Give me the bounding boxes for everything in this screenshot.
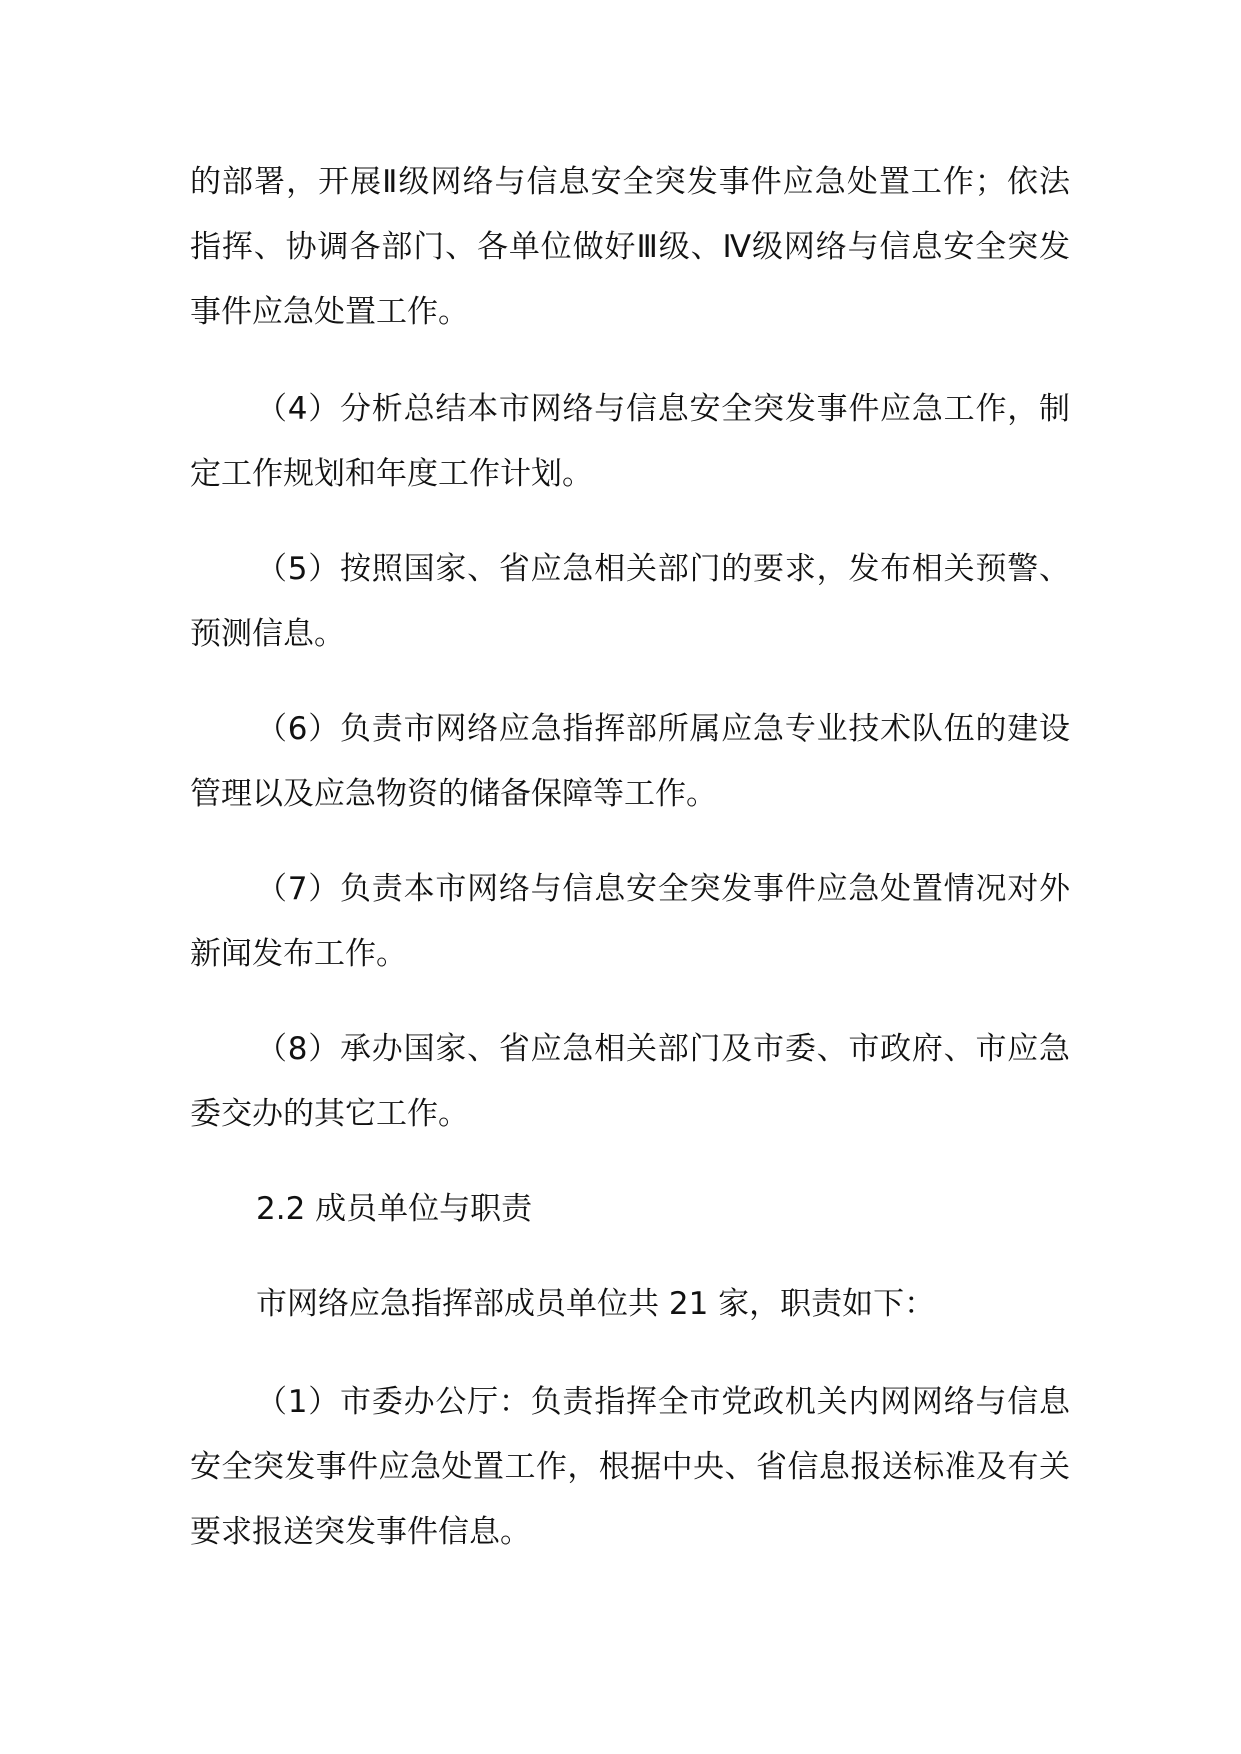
paragraph-item-8: （8）承办国家、省应急相关部门及市委、市政府、市应急委交办的其它工作。 [190,1031,1070,1132]
paragraph-member-1: （1）市委办公厅：负责指挥全市党政机关内网网络与信息安全突发事件应急处置工作，根据中央、省信息报送标准及有关要求报送突发事件信息。 [190,1384,1070,1550]
paragraph-member-units-intro: 市网络应急指挥部成员单位共 21 家，职责如下： [256,1286,936,1322]
section-heading-2-2: 2.2 成员单位与职责 [256,1191,533,1227]
paragraph-item-6: （6）负责市网络应急指挥部所属应急专业技术队伍的建设管理以及应急物资的储备保障等工作。 [190,711,1070,812]
paragraph-item-7: （7）负责本市网络与信息安全突发事件应急处置情况对外新闻发布工作。 [190,871,1070,972]
paragraph-continued-deployment: 的部署，开展Ⅱ级网络与信息安全突发事件应急处置工作；依法指挥、协调各部门、各单位做好Ⅲ级、Ⅳ级网络与信息安全突发事件应急处置工作。 [190,164,1070,330]
paragraph-item-5: （5）按照国家、省应急相关部门的要求，发布相关预警、预测信息。 [190,551,1070,652]
paragraph-item-4: （4）分析总结本市网络与信息安全突发事件应急工作，制定工作规划和年度工作计划。 [190,391,1070,492]
